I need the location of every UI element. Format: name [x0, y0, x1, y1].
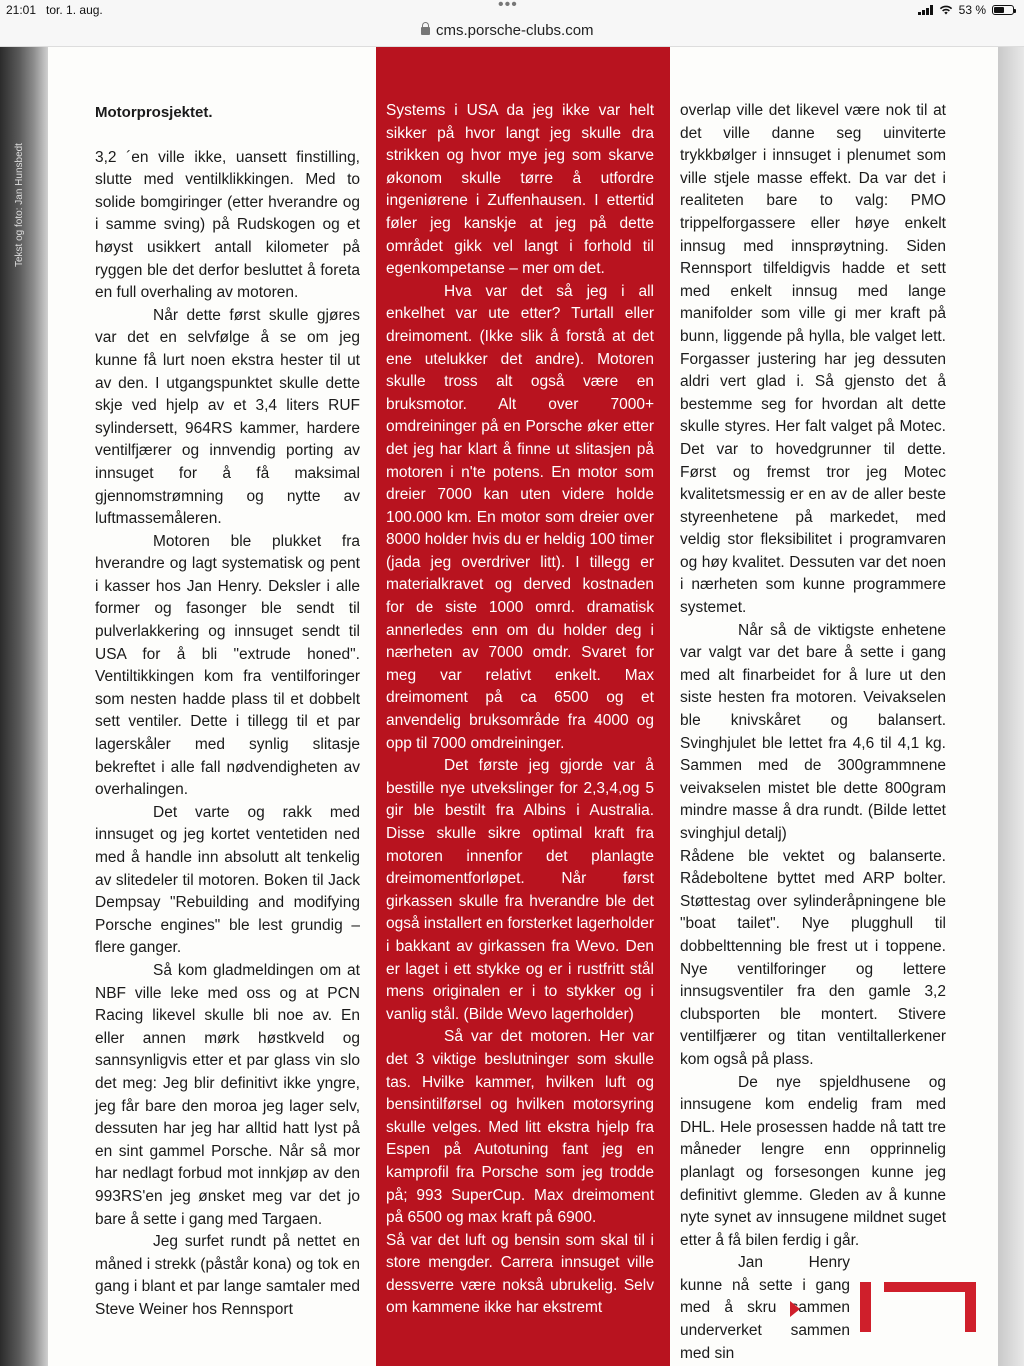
article-column-3	[680, 100, 946, 1365]
lock-icon	[421, 27, 430, 35]
address-bar[interactable]	[0, 20, 1024, 47]
paragraph: Det første jeg gjorde var å bestille nye utvekslinger for 2,3,4,og 5 gir ble bestilt fra Albins i Australia. Disse skulle sikre optimal kraft fra motoren innenfor det planlagte dreimomentforløpet. Når først girkassen skulle fra hverandre ble det også installert en forsterket lagerholder i bakkant av girkassen fra Wevo. Den er laget i ett stykke og er i rustfritt stål mens originalen er i to stykker og i vanlig stål. (Bilde Wevo lagerholder)	[386, 757, 654, 1023]
paragraph: Så kom gladmeldingen om at NBF ville leke med oss og at PCN Racing likevel skulle bli noe av. En eller annen mørk høstkveld og sannsynligvis etter et par glass vin slo det meg: Jeg blir definitivt ikke yngre, jeg får bare den moroa jeg lager selv, dessuten har jeg har alltid hatt lyst på en sint gammel Porsche. Når så mor har nedlagt forbud mot innkjøp av den 993RS'en jeg ønsket meg var det jo bare å sette i gang med Targaen.	[95, 961, 360, 1228]
article-column-1	[95, 102, 360, 1321]
status-bar	[0, 0, 1024, 20]
cellular-signal-icon	[918, 5, 933, 15]
paragraph: Så var det motoren. Her var det 3 viktige beslutninger som skulle tas. Hvilke kammer, hvilken luft og bensintilførsel og hvilken motorsyring skulle velges. Med litt ekstra hjelp fra Espen på Autotuning fant jeg en kamprofil fra Porsche som jeg trodde på; 993 SuperCup. Max dreimoment på 6500 og max kraft på 6900.	[386, 1028, 654, 1227]
paragraph: Det varte og rakk med innsuget og jeg kortet ventetiden ned med å handle inn absolutt alt tenkelig av slitedeler til motoren. Boken til Jack Dempsay "Rebuilding and modifying Porsche engines" ble lest grundig – flere ganger.	[95, 803, 360, 957]
wifi-icon	[939, 5, 953, 15]
article-column-2	[386, 100, 654, 1320]
paragraph: overlap ville det likevel være nok til at det ville danne seg uinviterte trykkbølger i innsuget i plenumet som ville stjele masse effekt. Da var det i realiteten bare to valg: PMO trippelforgassere eller høye enkelt innsug med innsprøytning. Siden Rennsport tilfeldigvis hadde et sett med enkelt innsug med lange manifolder som ville gi mer kraft på bunn, liggende på hylla, ble valget lett. Forgasser justering har jeg dessuten aldri vert glad i. Så gjensto det å bestemme seg for hvordan alt dette skulle styres. Her falt valget på Motec. Det var to hovedgrunner til dette. Først og fremst tror jeg Motec kvalitetsmessig er en av de aller beste styreenhetene på markedet, med veldig stor fleksibilitet i programvaren og høy kvalitet. Dessuten var det noen i nærheten som kunne programmere systemet.	[680, 102, 946, 617]
battery-percent: 53 %	[958, 3, 986, 17]
paragraph: 3,2 ´en ville ikke, uansett finstilling, slutte med ventilklikkingen. Med to solide bomgiringer (etter hverandre og i samme sving) på Rudskogen og et høyst usikkert antall kilometer på ryggen ble det derfor besluttet å foreta en full overhaling av motoren.	[95, 148, 360, 302]
paragraph: Systems i USA da jeg ikke var helt sikker på hvor langt jeg skulle dra strikken og hvor mye jeg som skarve økonom skulle tørre å utfordre ingeniørene i Zuffenhausen. I ettertid føler jeg kanskje at jeg på dette området gikk vel langt i forhold til egenkompetanse – mer om det.	[386, 102, 654, 278]
page-edge	[998, 47, 1024, 1366]
paragraph: Motoren ble plukket fra hverandre og lagt systematisk og pent i kasser hos Jan Henry. Deksler i alle former og fasonger ble sendt til pulverlakkering og innsuget sendt til USA for å bli "extrude honed". Ventiltikkingen kom fra ventilforinger som nesten hadde plass til et dobbelt sett ventiler. Dette i tillegg til et par lagerskåler med synlig slitasje bekreftet i alle fall nødvendigheten av overhalingen.	[95, 532, 360, 799]
paragraph: Rådene ble vektet og balanserte. Rådeboltene byttet med ARP bolter. Støttestag over sylinderåpningene ble "boat tailet". Nye plugghull til dobbelttenning ble frest ut i toppene. Nye ventilforinger og lettere innsugsventiler fra den gamle 3,2 clubsporten ble montert. Stivere ventilfjærer og titan ventiltallerkener kom også på plass.	[680, 847, 946, 1068]
url-text[interactable]: cms.porsche-clubs.com	[436, 22, 594, 39]
article-page	[0, 47, 1024, 1366]
page-number-17	[860, 1282, 976, 1332]
paragraph: De nye spjeldhusene og innsugene kom endelig fram med DHL. Hele prosessen hadde nå tatt tre måneder lengre enn opprinnelig planlagt og forsesongen kunne jeg definitivt glemme. Gleden av å kunne nyte synet av innsugene mildnet suget etter å få bilen ferdig i går.	[680, 1073, 946, 1249]
status-time: 21:01 tor. 1. aug.	[6, 3, 103, 17]
paragraph: Når så de viktigste enhetene var valgt var det bare å sette i gang med alt finarbeidet for å lure ut den siste hesten fra motoren. Veivakselen ble knivskåret og balansert. Svinghjulet ble lettet fra 4,6 til 4,1 kg. Sammen med de 300grammnene veivakselen mistet ble dette 800gram mindre masse å dra rundt. (Bilde lettet svinghjul detalj)	[680, 621, 946, 842]
photo-credit: Tekst og foto: Jan Hunsbedt	[14, 143, 25, 267]
battery-icon	[992, 5, 1014, 15]
paragraph: Hva var det så jeg i all enkelhet var ute etter? Turtall eller dreimoment. (Ikke slik å forstå at det ene utelukker det andre). Motoren skulle tross alt også være en bruksmotor. Alt over 7000+ omdreininger på en Porsche øker etter det jeg har klart å finne ut slitasjen på motoren i n'te potens. En motor som dreier 7000 kan uten videre holde 100.000 km. En motor som dreier over 8000 holder hvis du er heldig 100 timer (jada jeg overdriver litt). I tillegg er materialkravet og derved kostnaden for de siste 1000 omrd. dramatisk annerledes enn om du holder deg i nærheten av 7000 omdr. Svaret for meg var relativt enkelt. Max dreimoment på ca 6500 og et anvendelig bruksområde fra 4000 og opp til 7000 omdreininger.	[386, 282, 654, 752]
article-heading: Motorprosjektet.	[95, 104, 213, 121]
tab-dots-icon[interactable]: •••	[498, 0, 518, 13]
paragraph: Jeg surfet rundt på nettet en måned i strekk (påstår kona) og tok en gang i blant et par lange samtaler med Steve Weiner hos Rennsport	[95, 1233, 360, 1318]
paragraph: Jan Henry kunne nå sette i gang med å skru sammen underverket sammen med sin	[680, 1254, 850, 1362]
continue-arrow-icon	[790, 1301, 800, 1317]
photo-strip	[0, 47, 48, 1366]
paragraph: Så var det luft og bensin som skal til i store mengder. Carrera innsuget ville dessverre være nokså ubrukelig. Selv om kammene ikke har ekstremt	[386, 1231, 654, 1317]
status-date: tor. 1. aug.	[46, 3, 103, 17]
paragraph: Når dette først skulle gjøres var det en selvfølge å se om jeg kunne få lurt noen ekstra hester til ut av den. I utgangspunktet skulle dette skje ved hjelp av et 3,4 liters RUF sylindersett, 964RS kammer, hardere ventilfjærer og innvendig porting av innsuget for å få maksimal gjennomstrømning og nytte av luftmassemåleren.	[95, 306, 360, 528]
